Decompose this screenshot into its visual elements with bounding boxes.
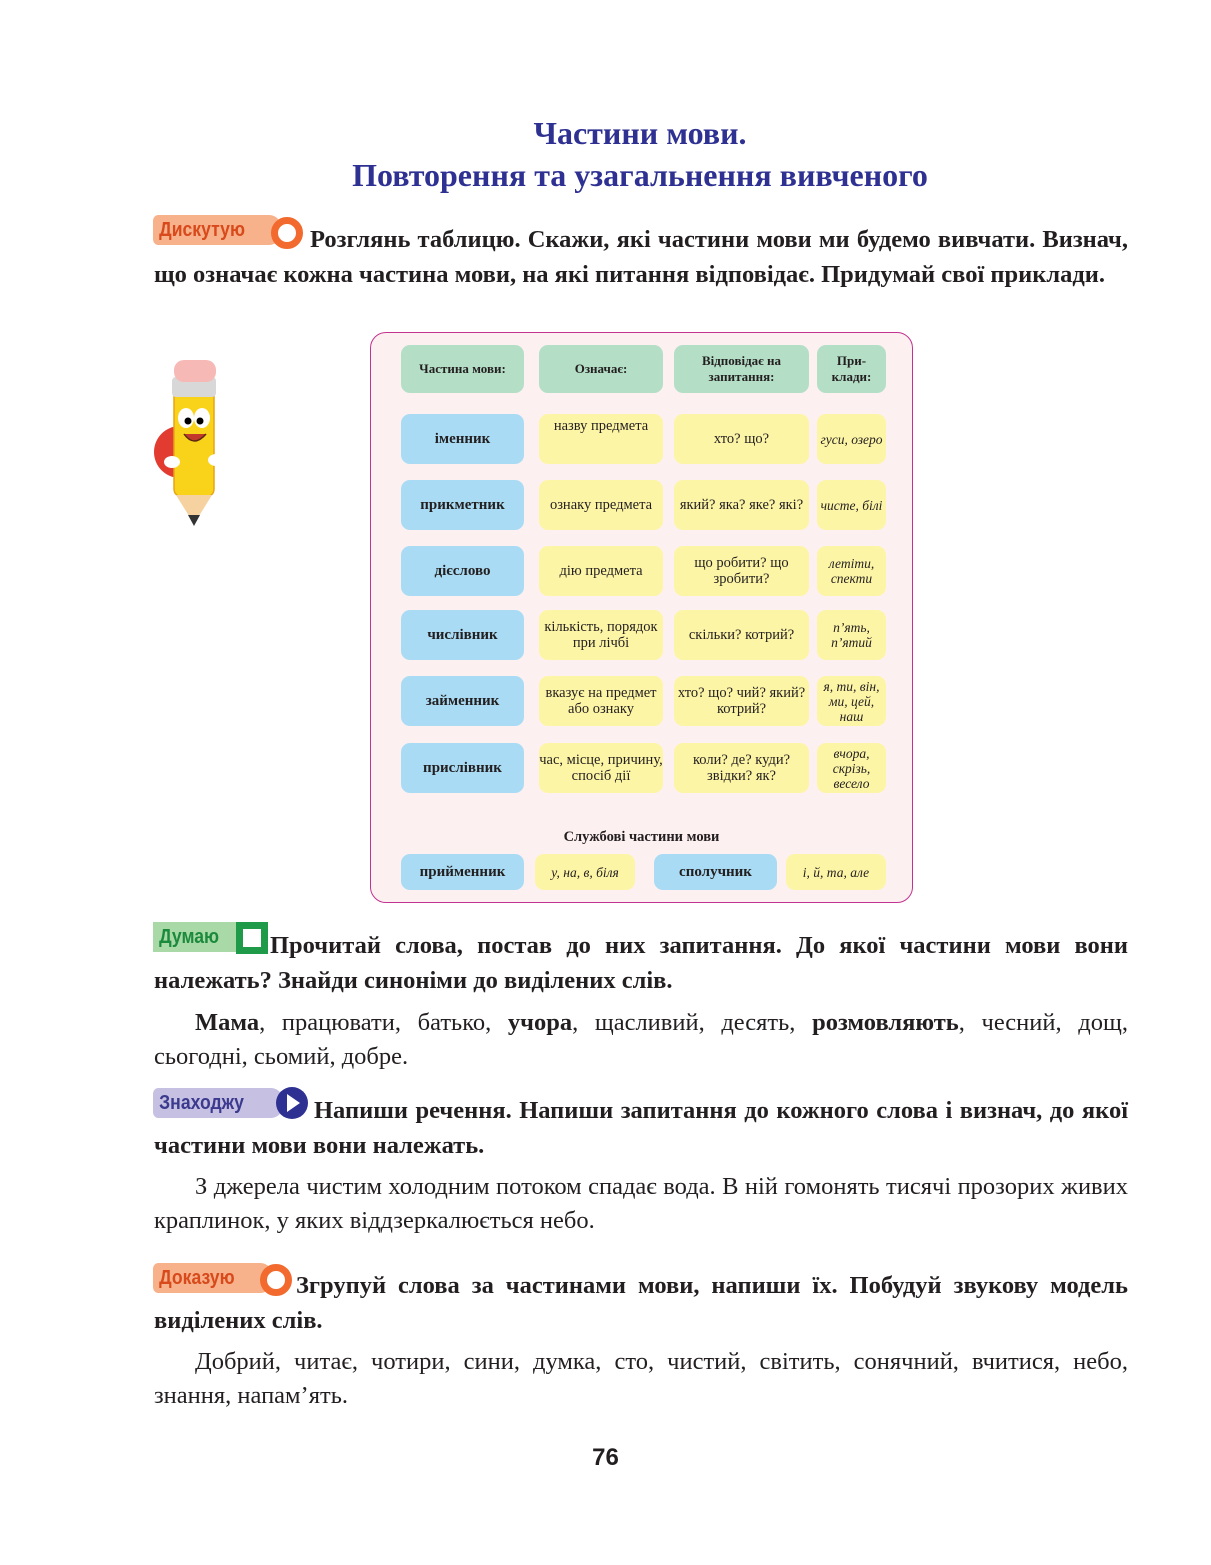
page-title bbox=[150, 112, 1130, 196]
examples-adverb: вчора, скрізь, весело bbox=[817, 743, 886, 793]
task-4-instruction bbox=[154, 1268, 1128, 1338]
task-3-text: Напиши речення. Напиши запитання до кожного слова і визнач, до якої частини мови вони належать. bbox=[154, 1097, 1128, 1159]
badge-discuss-label: Дискутую bbox=[159, 219, 246, 241]
pos-numeral: числівник bbox=[401, 610, 524, 660]
task-2-words bbox=[154, 1006, 1128, 1074]
task-2-instruction bbox=[154, 928, 1128, 998]
examples-adjective: чисте, білі bbox=[817, 480, 886, 530]
pos-conjunction: сполучник bbox=[654, 854, 777, 890]
means-noun: назву предмета bbox=[539, 414, 663, 464]
means-adjective: ознаку предмета bbox=[539, 480, 663, 530]
badge-think-label: Думаю bbox=[159, 926, 220, 948]
task-4-text: Згрупуй слова за частинами мови, напиши їх. Побудуй звукову модель виділених слів. bbox=[154, 1272, 1128, 1334]
pos-preposition: прийменник bbox=[401, 854, 524, 890]
questions-numeral: скільки? котрий? bbox=[674, 610, 809, 660]
header-examples: При- клади: bbox=[817, 345, 886, 393]
questions-adjective: який? яка? яке? які? bbox=[674, 480, 809, 530]
means-adverb: час, місце, причину, спосіб дії bbox=[539, 743, 663, 793]
questions-adverb: коли? де? куди? звідки? як? bbox=[674, 743, 809, 793]
means-numeral: кількість, порядок при лічбі bbox=[539, 610, 663, 660]
pos-noun: іменник bbox=[401, 414, 524, 464]
examples-noun: гуси, озеро bbox=[817, 414, 886, 464]
service-parts-title: Службові частини мови bbox=[563, 829, 720, 845]
examples-conjunction: і, й, та, але bbox=[786, 854, 886, 890]
means-verb: дію предмета bbox=[539, 546, 663, 596]
word-bold: учора bbox=[507, 1009, 573, 1036]
header-questions: Відповідає на запитання: bbox=[674, 345, 809, 393]
word-plain: , працювати, батько, bbox=[259, 1009, 508, 1036]
questions-verb: що робити? що зробити? bbox=[674, 546, 809, 596]
examples-verb: летіти, спекти bbox=[817, 546, 886, 596]
title-line-2: Повторення та узагальнення вивченого bbox=[352, 157, 928, 193]
word-bold: розмовляють bbox=[812, 1009, 959, 1036]
header-means: Означає: bbox=[539, 345, 663, 393]
task-3-body: З джерела чистим холодним потоком спадає вода. В ній гомонять тисячі прозорих живих краплинок, у яких віддзеркалюється небо. bbox=[154, 1173, 1128, 1234]
pos-verb: дієслово bbox=[401, 546, 524, 596]
word-plain: , чесний, дощ, сьогодні, сьомий, добре. bbox=[154, 1009, 1128, 1070]
task-2-text: Прочитай слова, постав до них запитання. До якої частини мови вони належать? Знайди синоніми до виділених слів. bbox=[154, 932, 1128, 994]
examples-numeral: п’ять, п’ятий bbox=[817, 610, 886, 660]
pos-adverb: прислівник bbox=[401, 743, 524, 793]
task-4-body: Добрий, читає, чотири, сини, думка, сто, чистий, світить, сонячний, вчитися, небо, знання, напам’ять. bbox=[154, 1348, 1128, 1409]
pencil-mascot-icon bbox=[150, 352, 230, 530]
means-pronoun: вказує на предмет або ознаку bbox=[539, 676, 663, 726]
task-3-instruction bbox=[154, 1093, 1128, 1163]
page-number: 76 bbox=[592, 1444, 619, 1471]
examples-preposition: у, на, в, біля bbox=[535, 854, 635, 890]
questions-pronoun: хто? що? чий? який? котрий? bbox=[674, 676, 809, 726]
badge-find-label: Знаходжу bbox=[159, 1092, 244, 1114]
task-1-instruction bbox=[154, 222, 1128, 292]
questions-noun: хто? що? bbox=[674, 414, 809, 464]
pos-pronoun: займенник bbox=[401, 676, 524, 726]
title-line-1: Частини мови. bbox=[533, 115, 747, 151]
parts-of-speech-table bbox=[370, 332, 913, 903]
header-part-of-speech: Частина мови: bbox=[401, 345, 524, 393]
word-bold: Мама bbox=[195, 1009, 260, 1036]
word-plain: , щасливий, десять, bbox=[572, 1009, 813, 1036]
task-1-text: Розглянь таблицю. Скажи, які частини мови ми будемо вивчати. Визнач, що означає кожна частина мови, на які питання відповідає. Придумай свої приклади. bbox=[154, 226, 1128, 288]
badge-prove-label: Доказую bbox=[159, 1267, 235, 1289]
pos-adjective: прикметник bbox=[401, 480, 524, 530]
examples-pronoun: я, ти, він, ми, цей, наш bbox=[817, 676, 886, 726]
